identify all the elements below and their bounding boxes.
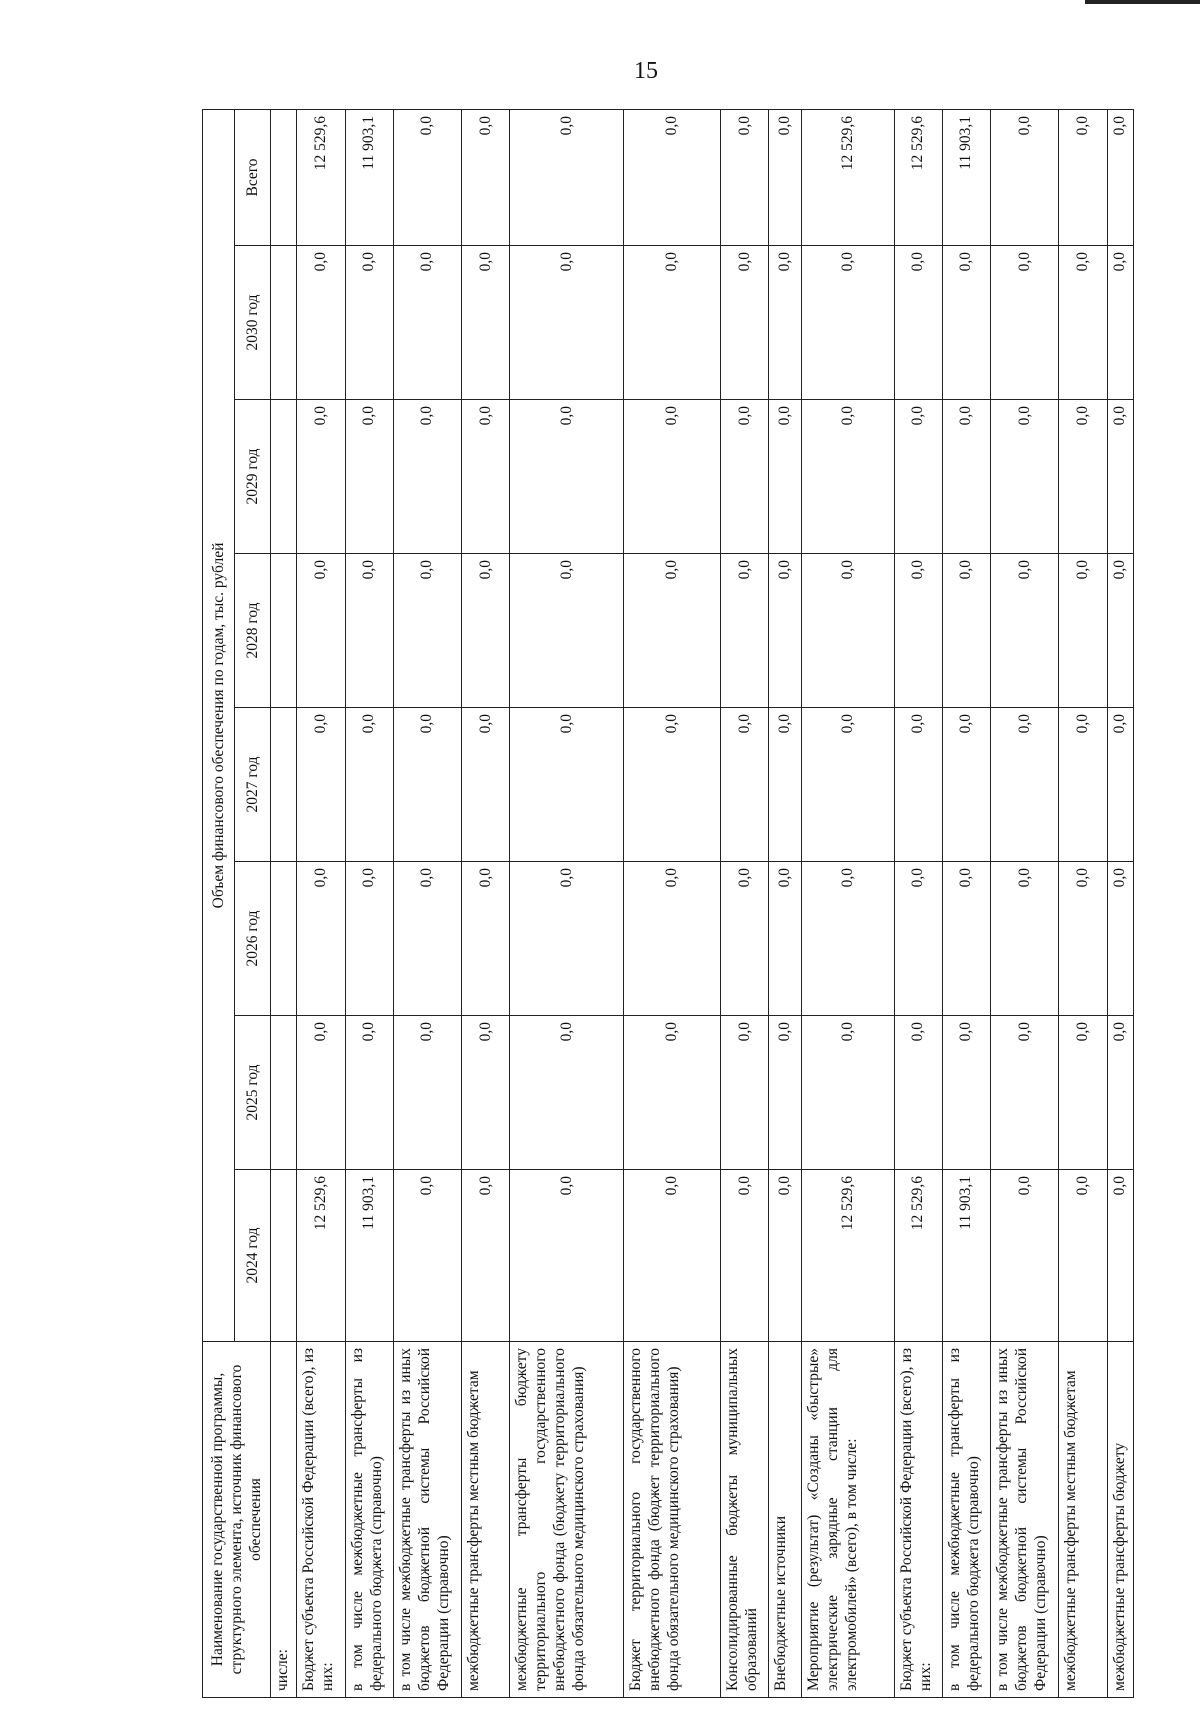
- year-header-2026: 2026 год: [235, 862, 271, 1016]
- row-name-cell: числе:: [271, 1342, 297, 1698]
- value-cell: 0,0: [769, 1016, 802, 1170]
- value-cell: 0,0: [942, 246, 990, 400]
- table-row: [393, 110, 461, 1698]
- value-cell: 0,0: [769, 554, 802, 708]
- year-header-2024: 2024 год: [235, 1170, 271, 1342]
- year-header-2027: 2027 год: [235, 708, 271, 862]
- value-cell: 0,0: [769, 400, 802, 554]
- value-cell: 0,0: [393, 1016, 461, 1170]
- year-header-2025: 2025 год: [235, 1016, 271, 1170]
- value-cell: 0,0: [942, 1016, 990, 1170]
- year-header-2028: 2028 год: [235, 554, 271, 708]
- value-cell: 0,0: [1107, 862, 1134, 1016]
- value-cell: 0,0: [991, 110, 1059, 246]
- value-cell: [271, 1170, 297, 1342]
- row-name-cell: в том числе межбюджетные трансферты из иных бюджетов бюджетной системы Российской Федерации (справочно): [991, 1342, 1059, 1698]
- value-cell: 0,0: [1107, 400, 1134, 554]
- value-cell: 0,0: [721, 862, 769, 1016]
- value-cell: 0,0: [894, 1016, 942, 1170]
- table-row: [1059, 110, 1107, 1698]
- value-cell: [271, 554, 297, 708]
- table-row: [271, 110, 297, 1698]
- value-cell: 0,0: [894, 400, 942, 554]
- value-cell: 0,0: [991, 246, 1059, 400]
- value-cell: 0,0: [462, 1170, 510, 1342]
- value-cell: 0,0: [510, 862, 624, 1016]
- value-cell: 0,0: [624, 400, 721, 554]
- rotated-table-sheet: [202, 110, 1134, 1698]
- value-cell: 0,0: [1107, 1170, 1134, 1342]
- value-cell: 0,0: [345, 1016, 393, 1170]
- value-cell: 0,0: [1107, 708, 1134, 862]
- value-cell: [271, 110, 297, 246]
- value-cell: 0,0: [1107, 1016, 1134, 1170]
- value-cell: 0,0: [1059, 1170, 1107, 1342]
- value-cell: 0,0: [769, 246, 802, 400]
- value-cell: [271, 400, 297, 554]
- row-name-cell: межбюджетные трансферты местным бюджетам: [1059, 1342, 1107, 1698]
- value-cell: 0,0: [393, 110, 461, 246]
- value-cell: 12 529,6: [297, 1170, 345, 1342]
- row-name-cell: межбюджетные трансферты бюджету: [1107, 1342, 1134, 1698]
- value-cell: [271, 708, 297, 862]
- value-cell: 0,0: [1107, 554, 1134, 708]
- row-name-cell: в том числе межбюджетные трансферты из федерального бюджета (справочно): [345, 1342, 393, 1698]
- value-cell: 11 903,1: [345, 110, 393, 246]
- value-cell: 0,0: [802, 1016, 894, 1170]
- value-cell: 0,0: [510, 1170, 624, 1342]
- row-name-cell: Бюджет субъекта Российской Федерации (всего), из них:: [297, 1342, 345, 1698]
- table-row: [1107, 110, 1134, 1698]
- value-cell: 0,0: [991, 400, 1059, 554]
- value-cell: 0,0: [297, 554, 345, 708]
- value-cell: 0,0: [462, 862, 510, 1016]
- value-cell: 0,0: [510, 400, 624, 554]
- value-cell: 0,0: [510, 1016, 624, 1170]
- table-row: [462, 110, 510, 1698]
- name-column-header: Наименование государственной программы, структурного элемента, источник финансового обеспечения: [203, 1342, 271, 1698]
- table-row: [510, 110, 624, 1698]
- value-cell: 0,0: [894, 554, 942, 708]
- value-cell: 0,0: [991, 862, 1059, 1016]
- value-cell: 0,0: [942, 400, 990, 554]
- row-name-cell: Внебюджетные источники: [769, 1342, 802, 1698]
- value-cell: 0,0: [721, 110, 769, 246]
- value-cell: 0,0: [991, 554, 1059, 708]
- value-cell: 11 903,1: [345, 1170, 393, 1342]
- value-cell: 0,0: [942, 708, 990, 862]
- value-cell: 0,0: [1107, 110, 1134, 246]
- value-cell: 12 529,6: [894, 110, 942, 246]
- value-cell: 0,0: [510, 554, 624, 708]
- table-row: [721, 110, 769, 1698]
- value-cell: 0,0: [624, 246, 721, 400]
- page-number: 15: [634, 58, 658, 84]
- table-row: [894, 110, 942, 1698]
- value-cell: 0,0: [769, 110, 802, 246]
- value-cell: 0,0: [769, 862, 802, 1016]
- value-cell: 0,0: [894, 246, 942, 400]
- value-cell: 0,0: [462, 400, 510, 554]
- top-corner-rule: [1085, 0, 1200, 4]
- value-cell: 0,0: [991, 708, 1059, 862]
- value-cell: 0,0: [721, 400, 769, 554]
- volume-header: Объем финансового обеспечения по годам, тыс. рублей: [203, 110, 235, 1342]
- value-cell: 0,0: [297, 246, 345, 400]
- value-cell: 0,0: [345, 246, 393, 400]
- value-cell: 0,0: [721, 1170, 769, 1342]
- value-cell: 12 529,6: [894, 1170, 942, 1342]
- value-cell: 0,0: [393, 400, 461, 554]
- table-row: [624, 110, 721, 1698]
- value-cell: 0,0: [1059, 1016, 1107, 1170]
- value-cell: 0,0: [802, 400, 894, 554]
- value-cell: 0,0: [393, 1170, 461, 1342]
- row-name-cell: Бюджет территориального государственного внебюджетного фонда (бюджет территориального фонда обязательного медицинского страхования): [624, 1342, 721, 1698]
- row-name-cell: в том числе межбюджетные трансферты из иных бюджетов бюджетной системы Российской Федерации (справочно): [393, 1342, 461, 1698]
- value-cell: 0,0: [297, 862, 345, 1016]
- value-cell: 0,0: [769, 708, 802, 862]
- value-cell: 0,0: [510, 246, 624, 400]
- row-name-cell: межбюджетные трансферты бюджету территориального государственного внебюджетного фонда (бюджету территориального фонда обязательного медицинского страхования): [510, 1342, 624, 1698]
- year-header-2029: 2029 год: [235, 400, 271, 554]
- value-cell: 0,0: [462, 1016, 510, 1170]
- value-cell: 0,0: [894, 708, 942, 862]
- value-cell: 0,0: [1107, 246, 1134, 400]
- table-row: [991, 110, 1059, 1698]
- value-cell: 0,0: [462, 554, 510, 708]
- value-cell: 0,0: [991, 1170, 1059, 1342]
- value-cell: 11 903,1: [942, 1170, 990, 1342]
- table-row: [802, 110, 894, 1698]
- value-cell: 0,0: [1059, 708, 1107, 862]
- value-cell: 0,0: [624, 554, 721, 708]
- value-cell: 0,0: [462, 708, 510, 862]
- value-cell: 0,0: [297, 1016, 345, 1170]
- financing-table: [202, 109, 1134, 1698]
- value-cell: 12 529,6: [297, 110, 345, 246]
- value-cell: 0,0: [991, 1016, 1059, 1170]
- value-cell: 0,0: [462, 246, 510, 400]
- row-name-cell: Бюджет субъекта Российской Федерации (всего), из них:: [894, 1342, 942, 1698]
- row-name-cell: в том числе межбюджетные трансферты из федерального бюджета (справочно): [942, 1342, 990, 1698]
- value-cell: 0,0: [942, 554, 990, 708]
- value-cell: 0,0: [393, 246, 461, 400]
- value-cell: 12 529,6: [802, 110, 894, 246]
- table-row: [769, 110, 802, 1698]
- value-cell: 0,0: [393, 554, 461, 708]
- value-cell: 11 903,1: [942, 110, 990, 246]
- value-cell: 0,0: [624, 1170, 721, 1342]
- value-cell: 0,0: [345, 554, 393, 708]
- value-cell: [271, 1016, 297, 1170]
- value-cell: 12 529,6: [802, 1170, 894, 1342]
- value-cell: 0,0: [297, 708, 345, 862]
- value-cell: 0,0: [345, 400, 393, 554]
- value-cell: 0,0: [802, 708, 894, 862]
- table-row: [297, 110, 345, 1698]
- value-cell: 0,0: [624, 1016, 721, 1170]
- value-cell: 0,0: [802, 246, 894, 400]
- value-cell: 0,0: [462, 110, 510, 246]
- value-cell: 0,0: [1059, 400, 1107, 554]
- value-cell: 0,0: [802, 554, 894, 708]
- table-row: [345, 110, 393, 1698]
- table-row: [942, 110, 990, 1698]
- value-cell: 0,0: [345, 708, 393, 862]
- value-cell: 0,0: [1059, 862, 1107, 1016]
- value-cell: 0,0: [721, 554, 769, 708]
- year-header-2030: 2030 год: [235, 246, 271, 400]
- value-cell: 0,0: [624, 862, 721, 1016]
- value-cell: 0,0: [769, 1170, 802, 1342]
- table-body: [271, 110, 1134, 1698]
- value-cell: [271, 862, 297, 1016]
- value-cell: 0,0: [345, 862, 393, 1016]
- row-name-cell: Мероприятие (результат) «Созданы «быстрые» электрические зарядные станции для электромобилей» (всего), в том числе:: [802, 1342, 894, 1698]
- value-cell: 0,0: [1059, 554, 1107, 708]
- value-cell: 0,0: [393, 862, 461, 1016]
- value-cell: 0,0: [721, 1016, 769, 1170]
- value-cell: 0,0: [802, 862, 894, 1016]
- year-header-total: Всего: [235, 110, 271, 246]
- value-cell: [271, 246, 297, 400]
- value-cell: 0,0: [942, 862, 990, 1016]
- value-cell: 0,0: [624, 708, 721, 862]
- value-cell: 0,0: [510, 708, 624, 862]
- value-cell: 0,0: [393, 708, 461, 862]
- value-cell: 0,0: [721, 246, 769, 400]
- row-name-cell: Консолидированные бюджеты муниципальных образований: [721, 1342, 769, 1698]
- value-cell: 0,0: [1059, 246, 1107, 400]
- value-cell: 0,0: [1059, 110, 1107, 246]
- value-cell: 0,0: [624, 110, 721, 246]
- row-name-cell: межбюджетные трансферты местным бюджетам: [462, 1342, 510, 1698]
- value-cell: 0,0: [510, 110, 624, 246]
- value-cell: 0,0: [721, 708, 769, 862]
- value-cell: 0,0: [297, 400, 345, 554]
- value-cell: 0,0: [894, 862, 942, 1016]
